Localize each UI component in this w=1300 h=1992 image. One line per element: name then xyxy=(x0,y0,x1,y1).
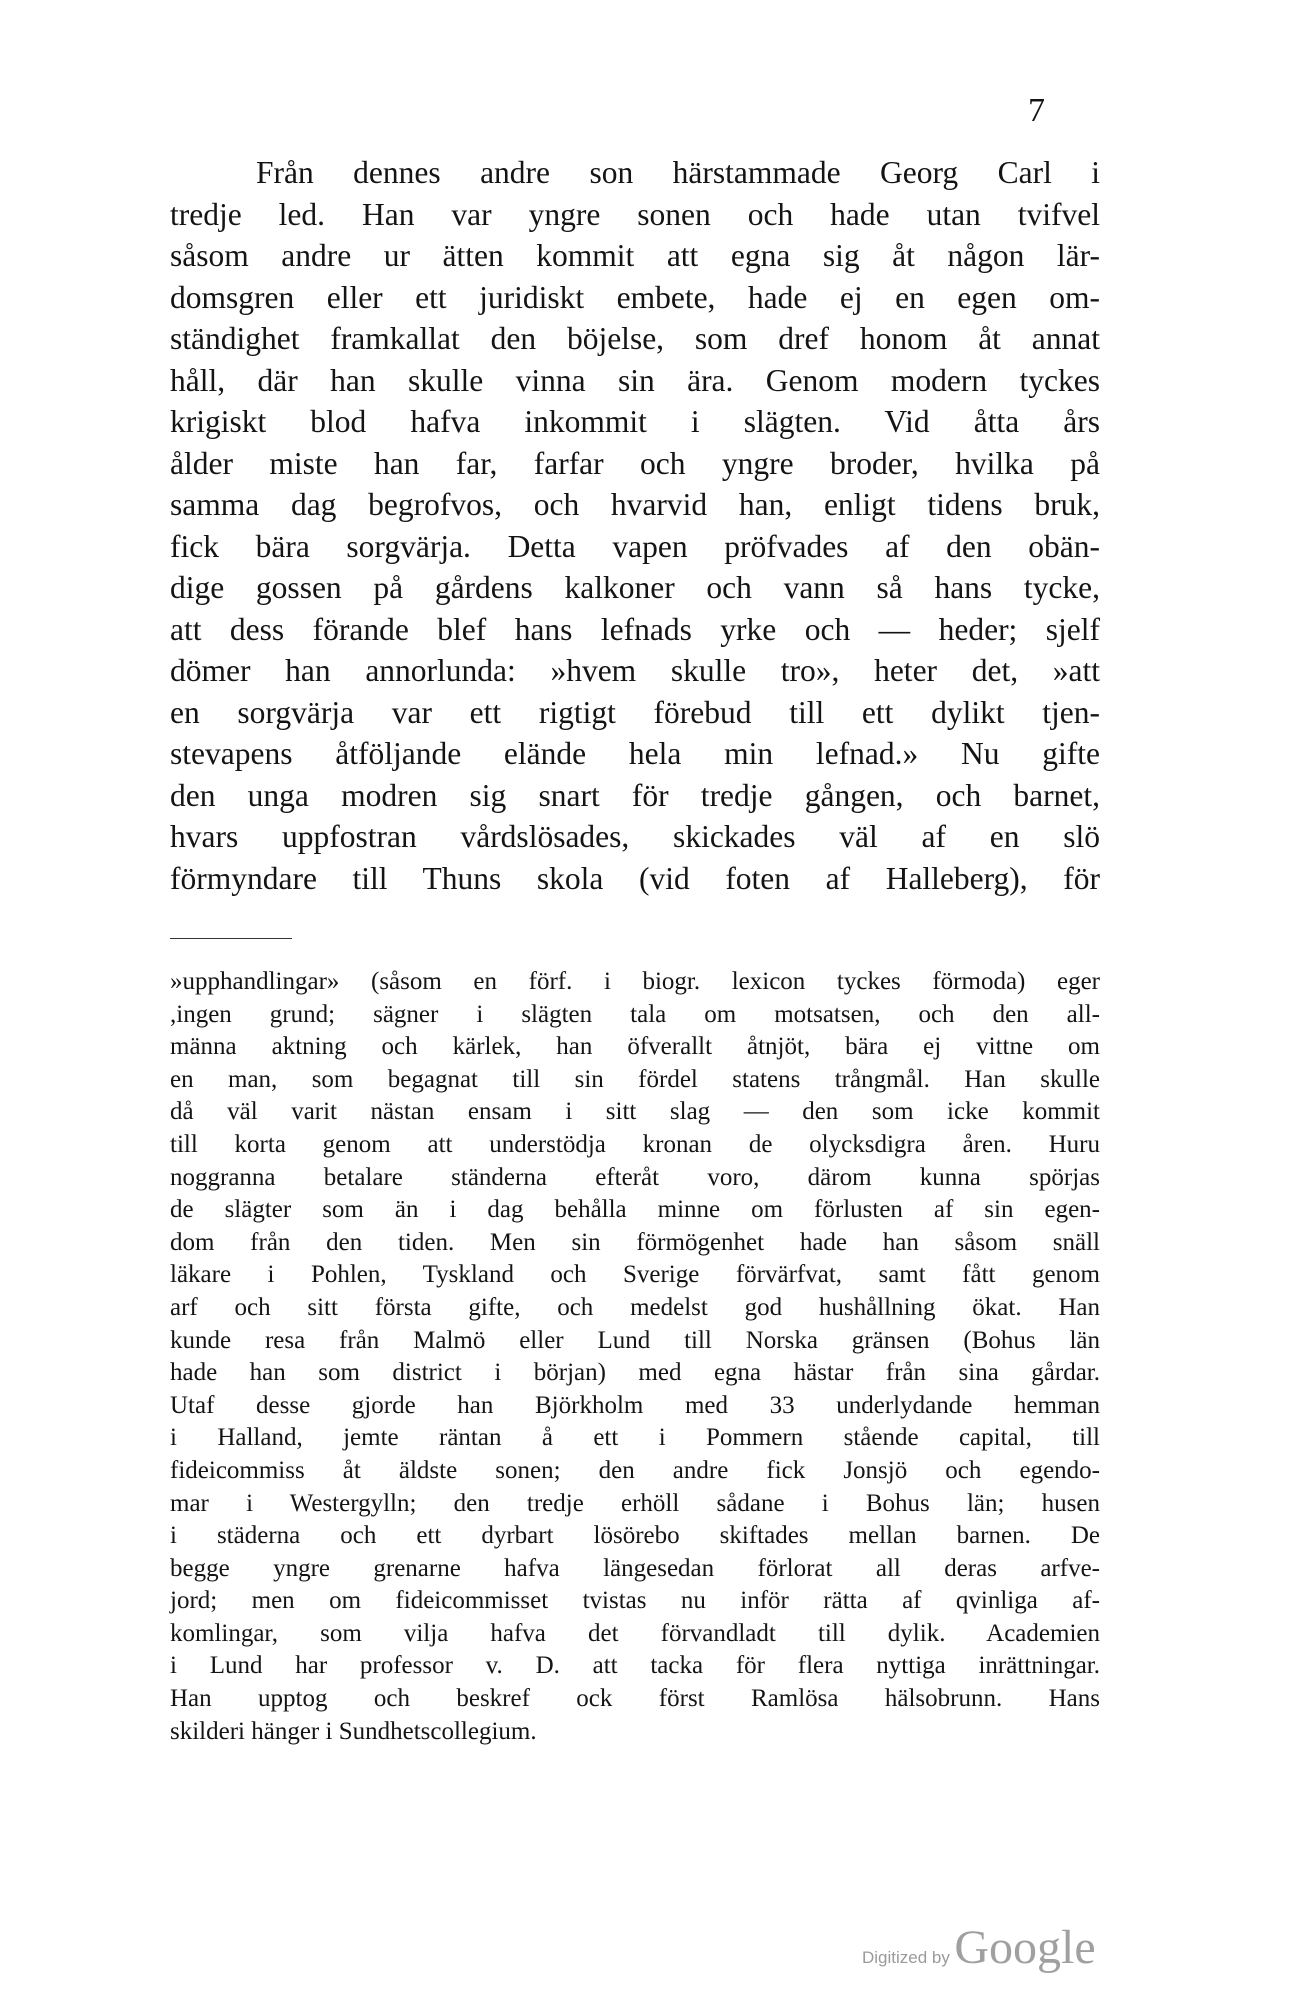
footnote-line: de slägter som än i dag behålla minne om förlusten af sin egen- xyxy=(170,1196,1100,1224)
body-line: förmyndare till Thuns skola (vid foten af Halleberg), för xyxy=(170,860,1100,896)
footnote-line: i Lund har professor v. D. att tacka för flera nyttiga inrättningar. xyxy=(170,1652,1100,1680)
footnote-line: till korta genom att understödja kronan de olycksdigra åren. Huru xyxy=(170,1130,1100,1158)
watermark-prefix: Digitized by xyxy=(862,1948,950,1967)
page-number: 7 xyxy=(1028,92,1045,129)
footnote-line: Utaf desse gjorde han Björkholm med 33 underlydande hemman xyxy=(170,1391,1100,1419)
watermark-brand: Google xyxy=(954,1921,1096,1974)
body-line: hvars uppfostran vårdslösades, skickades väl af en slö xyxy=(170,819,1100,854)
footnote-line: mar i Westergylln; den tredje erhöll sådane i Bohus län; husen xyxy=(170,1489,1100,1517)
footnote-line: läkare i Pohlen, Tyskland och Sverige förvärfvat, samt fått genom xyxy=(170,1261,1100,1289)
footnote-line: noggranna betalare ständerna efteråt voro, därom kunna spörjas xyxy=(170,1163,1100,1191)
main-body-text xyxy=(170,152,1100,899)
footnote-line: »upphandlingar» (såsom en förf. i biogr. lexicon tyckes förmoda) eger xyxy=(170,968,1100,995)
footnote-text xyxy=(170,966,1100,1748)
body-line: krigiskt blod hafva inkommit i slägten. Vid åtta års xyxy=(170,404,1100,439)
footnote-line: arf och sitt första gifte, och medelst god hushållning ökat. Han xyxy=(170,1293,1100,1321)
footnote-line: då väl varit nästan ensam i sitt slag — den som icke kommit xyxy=(170,1098,1100,1126)
footnote-line: jord; men om fideicommisset tvistas nu inför rätta af qvinliga af- xyxy=(170,1587,1100,1615)
footnote-line: fideicommiss åt äldste sonen; den andre fick Jonsjö och egendo- xyxy=(170,1456,1100,1484)
footnote-line: i städerna och ett dyrbart lösörebo skiftades mellan barnen. De xyxy=(170,1522,1100,1550)
footnote-line: skilderi hänger i Sundhetscollegium. xyxy=(170,1717,537,1745)
body-line: en sorgvärja var ett rigtigt förebud till ett dylikt tjen- xyxy=(170,694,1100,730)
body-line: att dess förande blef hans lefnads yrke och — heder; sjelf xyxy=(170,611,1100,647)
body-line: Från dennes andre son härstammade Georg Carl i xyxy=(256,155,1100,190)
footnote-line: komlingar, som vilja hafva det förvandladt till dylik. Academien xyxy=(170,1619,1100,1647)
body-line: såsom andre ur ätten kommit att egna sig åt någon lär- xyxy=(170,238,1100,273)
body-line: ständighet framkallat den böjelse, som dref honom åt annat xyxy=(170,321,1100,356)
footnote-line: dom från den tiden. Men sin förmögenhet hade han såsom snäll xyxy=(170,1228,1100,1256)
footnote-line: kunde resa från Malmö eller Lund till Norska gränsen (Bohus län xyxy=(170,1326,1100,1354)
footnote-separator xyxy=(170,938,292,939)
footnote-line: Han upptog och beskref ock först Ramlösa hälsobrunn. Hans xyxy=(170,1685,1100,1713)
footnote-line: ,ingen grund; sägner i slägten tala om motsatsen, och den all- xyxy=(170,1000,1100,1028)
body-line: håll, där han skulle vinna sin ära. Genom modern tyckes xyxy=(170,362,1100,398)
body-line: domsgren eller ett juridiskt embete, hade ej en egen om- xyxy=(170,279,1100,315)
footnote-line: hade han som district i början) med egna hästar från sina gårdar. xyxy=(170,1359,1100,1387)
footnote-line: i Halland, jemte räntan å ett i Pommern stående capital, till xyxy=(170,1424,1100,1452)
footnote-line: en man, som begagnat till sin fördel statens trångmål. Han skulle xyxy=(170,1065,1100,1093)
footnote-line: begge yngre grenarne hafva längesedan förlorat all deras arfve- xyxy=(170,1554,1100,1582)
body-line: samma dag begrofvos, och hvarvid han, enligt tidens bruk, xyxy=(170,487,1100,522)
body-line: den unga modren sig snart för tredje gången, och barnet, xyxy=(170,777,1100,813)
body-line: fick bära sorgvärja. Detta vapen pröfvades af den obän- xyxy=(170,528,1100,564)
body-line: stevapens åtföljande elände hela min lefnad.» Nu gifte xyxy=(170,736,1100,771)
body-line: dige gossen på gårdens kalkoner och vann så hans tycke, xyxy=(170,570,1100,605)
body-line: tredje led. Han var yngre sonen och hade utan tvifvel xyxy=(170,196,1100,232)
digitized-watermark xyxy=(862,1920,1096,1975)
body-line: dömer han annorlunda: »hvem skulle tro», heter det, »att xyxy=(170,653,1100,688)
body-line: ålder miste han far, farfar och yngre broder, hvilka på xyxy=(170,445,1100,481)
footnote-line: männa aktning och kärlek, han öfverallt åtnjöt, bära ej vittne om xyxy=(170,1033,1100,1061)
